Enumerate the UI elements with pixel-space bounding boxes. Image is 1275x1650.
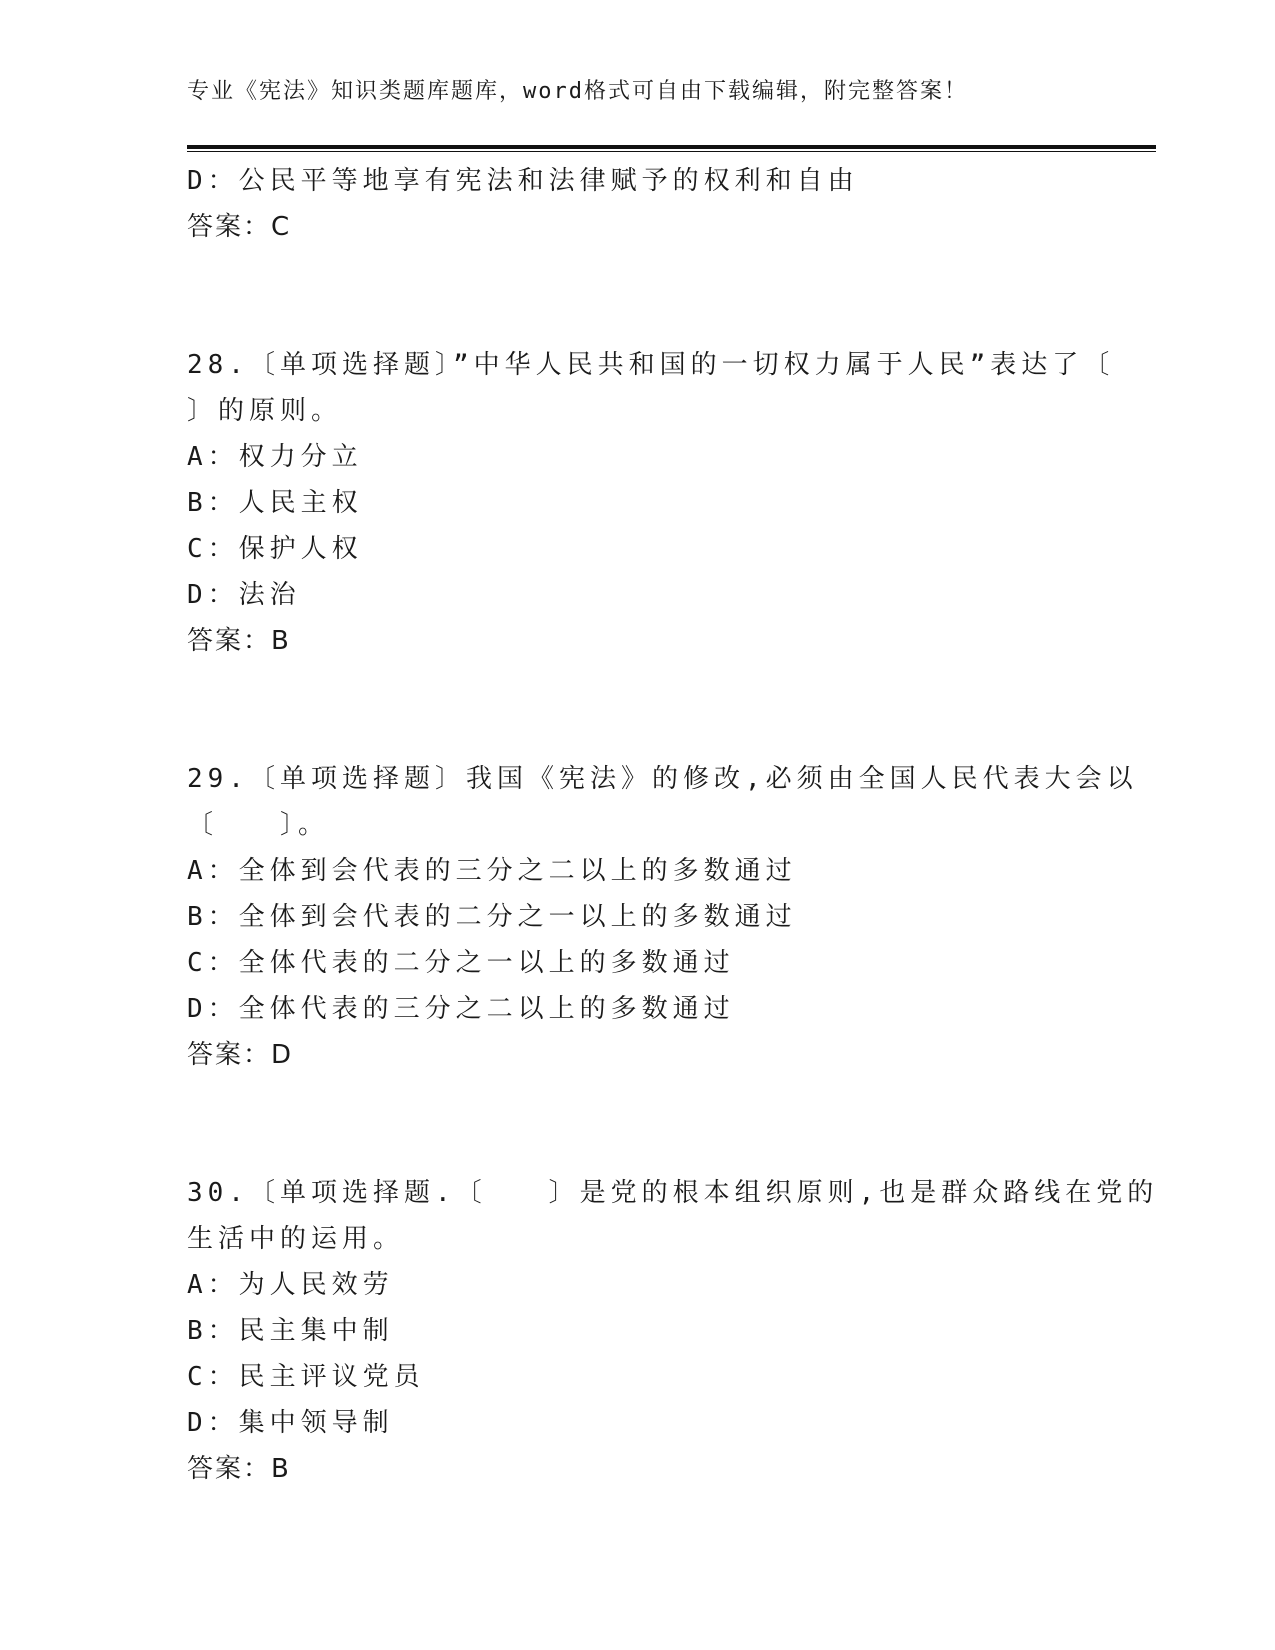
option-b: B：民主集中制: [187, 1316, 394, 1346]
option-c: C：保护人权: [187, 534, 363, 564]
question-stem-line: 29.〔单项选择题〕我国《宪法》的修改,必须由全国人民代表大会以: [187, 764, 1138, 794]
question-stem-line: 〔 〕。: [187, 810, 330, 840]
answer: 答案：D: [187, 1040, 294, 1070]
answer: 答案：B: [187, 1454, 291, 1484]
spacer: [187, 250, 1087, 342]
question-30: [187, 1170, 1159, 1492]
option-a: A：全体到会代表的三分之二以上的多数通过: [187, 856, 797, 886]
prev-answer: 答案：C: [187, 212, 292, 242]
answer: 答案：B: [187, 626, 291, 656]
option-c: C：全体代表的二分之一以上的多数通过: [187, 948, 735, 978]
prev-option-d: D：公民平等地享有宪法和法律赋予的权利和自由: [187, 166, 859, 196]
question-stem-line: 30.〔单项选择题.〔 〕是党的根本组织原则,也是群众路线在党的: [187, 1178, 1159, 1208]
option-d: D：集中领导制: [187, 1408, 394, 1438]
header-rule-thin: [187, 151, 1156, 152]
option-d: D：法治: [187, 580, 301, 610]
option-b: B：全体到会代表的二分之一以上的多数通过: [187, 902, 797, 932]
question-stem-line: 〕的原则。: [187, 396, 343, 426]
option-b: B：人民主权: [187, 488, 363, 518]
header-rule-thick: [187, 145, 1156, 149]
spacer: [187, 1078, 1087, 1170]
option-d: D：全体代表的三分之二以上的多数通过: [187, 994, 735, 1024]
document-body: [187, 158, 1159, 1492]
option-a: A：权力分立: [187, 442, 363, 472]
question-stem-line: 28.〔单项选择题〕”中华人民共和国的一切权力属于人民”表达了〔: [187, 350, 1115, 380]
option-c: C：民主评议党员: [187, 1362, 425, 1392]
question-29: [187, 756, 1138, 1078]
spacer: [187, 664, 1087, 756]
option-a: A：为人民效劳: [187, 1270, 394, 1300]
question-28: [187, 342, 1115, 664]
page-header: 专业《宪法》知识类题库题库，word格式可自由下载编辑，附完整答案！: [187, 79, 968, 104]
question-stem-line: 生活中的运用。: [187, 1224, 405, 1254]
